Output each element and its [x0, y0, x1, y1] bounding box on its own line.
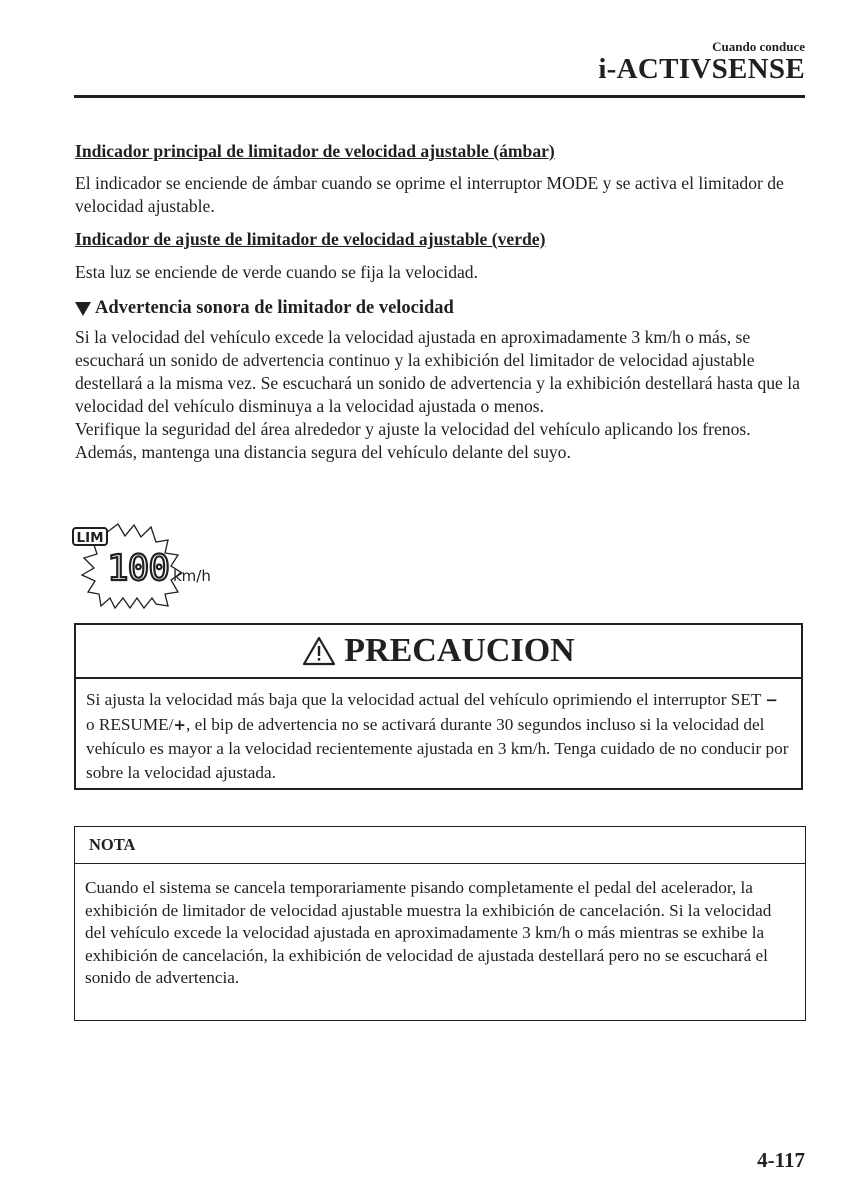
- page-number: 4-117: [757, 1148, 805, 1172]
- speed-unit: km/h: [173, 567, 211, 585]
- main-content: [75, 140, 805, 464]
- minus-symbol: −: [765, 691, 778, 709]
- plus-symbol: +: [173, 715, 186, 734]
- caution-title: PRECAUCION: [344, 632, 575, 669]
- speed-value: 100: [107, 548, 170, 589]
- caution-text-part1: Si ajusta la velocidad más baja que la velocidad actual del vehículo oprimiendo el interruptor SET: [86, 690, 766, 709]
- speed-limiter-display-illustration: [70, 520, 230, 610]
- note-box: [74, 826, 806, 1021]
- note-header: NOTA: [75, 827, 805, 864]
- header-rule: [74, 95, 805, 98]
- caution-text: [76, 679, 801, 784]
- paragraph-warning-sound: Si la velocidad del vehículo excede la velocidad ajustada en aproximadamente 3 km/h o más, se escuchará un sonido de advertencia continuo y la exhibición del limitador de velocidad ajustable destellará a la misma vez. Se escuchará un sonido de advertencia y la exhibición destellará hasta que la velocidad del vehículo disminuya a la velocidad ajustada o menos.: [75, 327, 800, 416]
- warning-triangle-icon: [302, 636, 336, 666]
- section-heading-text: Advertencia sonora de limitador de velocidad: [95, 298, 454, 318]
- paragraph-verify-safety: Verifique la seguridad del área alrededor y ajuste la velocidad del vehículo aplicando los frenos. Además, mantenga una distancia segura del vehículo delante del suyo.: [75, 419, 751, 462]
- paragraph-amber-indicator: El indicador se enciende de ámbar cuando se oprime el interruptor MODE y se activa el limitador de velocidad ajustable.: [75, 173, 784, 216]
- section-heading: [75, 297, 805, 320]
- note-text: Cuando el sistema se cancela temporariamente pisando completamente el pedal del acelerador, la exhibición de limitador de velocidad ajustable muestra la exhibición de cancelación. Si la velocidad del vehículo excede la velocidad ajustada en aproximadamente 3 km/h o más mientras se exhibe la exhibición de cancelación, la exhibición de velocidad de ajustada destellará pero no se escuchará el sonido de advertencia.: [85, 878, 772, 987]
- caution-box: [74, 623, 803, 790]
- caution-text-part3: , el bip de advertencia no se activará durante 30 segundos incluso si la velocidad del vehículo es mayor a la velocidad recientemente ajustada en 3 km/h. Tenga cuidado de no conducir por sobre la velocidad ajustada.: [86, 714, 789, 782]
- caution-header: [76, 625, 801, 679]
- triangle-down-icon: [75, 302, 91, 316]
- caution-text-part2: o RESUME/: [86, 714, 174, 734]
- header-section-label: Cuando conduce: [712, 39, 805, 54]
- paragraph-green-indicator: Esta luz se enciende de verde cuando se fija la velocidad.: [75, 262, 479, 282]
- header-title: i-ACTIVSENSE: [598, 53, 805, 85]
- lim-label: LIM: [76, 530, 104, 546]
- subheading-green-indicator: Indicador de ajuste de limitador de velocidad ajustable (verde): [75, 229, 546, 249]
- subheading-amber-indicator: Indicador principal de limitador de velocidad ajustable (ámbar): [75, 141, 555, 161]
